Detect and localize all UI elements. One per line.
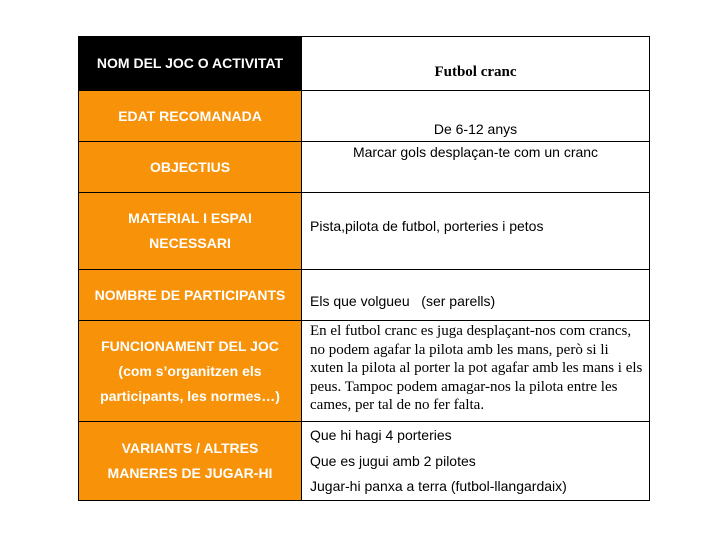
label-recommended-age xyxy=(79,91,302,142)
label-recommended-age-text: EDAT RECOMANADA xyxy=(118,107,262,124)
label-game-name xyxy=(79,37,302,91)
label-objectives-text: OBJECTIUS xyxy=(149,158,231,175)
label-participants xyxy=(79,270,302,321)
value-game-name xyxy=(302,37,650,91)
objectives-text: Marcar gols desplaçan-te com un cranc xyxy=(352,144,599,160)
label-how-to-play-line-1: FUNCIONAMENT DEL JOC xyxy=(101,337,279,354)
label-game-name-text: NOM DEL JOC O ACTIVITAT xyxy=(96,55,284,71)
value-variants xyxy=(302,422,650,501)
value-participants xyxy=(302,270,650,321)
value-how-to-play xyxy=(302,321,650,422)
row-objectives xyxy=(79,142,650,193)
game-sheet-table xyxy=(78,36,650,501)
variants-list xyxy=(302,422,649,500)
how-to-play-text: En el futbol cranc es juga desplaçant-nos com crancs, no podem agafar la pilota amb les mans, però si li xuten la pilota al porter la pot agafar amb les mans i els peus. Tampoc podem amagar-nos la pilota entre les cames, per tal de no fer falta. xyxy=(310,323,643,413)
participants-text: Els que volgueu (ser parells) xyxy=(310,293,496,309)
row-participants xyxy=(79,270,650,321)
variant-item: Jugar-hi panxa a terra (futbol-llangardaix) xyxy=(310,478,567,494)
row-material xyxy=(79,193,650,270)
material-text: Pista,pilota de futbol, porteries i petos xyxy=(310,218,544,234)
value-material xyxy=(302,193,650,270)
row-how-to-play xyxy=(79,321,650,422)
value-objectives xyxy=(302,142,650,193)
label-material xyxy=(79,193,302,270)
row-variants xyxy=(79,422,650,501)
value-recommended-age xyxy=(302,91,650,142)
label-variants-line-2: MANERES DE JUGAR-HI xyxy=(107,464,273,481)
label-variants-line-1: VARIANTS / ALTRES xyxy=(121,439,259,456)
label-material-line-1: MATERIAL I ESPAI xyxy=(128,210,252,226)
label-variants xyxy=(79,422,302,501)
label-how-to-play xyxy=(79,321,302,422)
label-objectives xyxy=(79,142,302,193)
label-material-line-2: NECESSARI xyxy=(149,235,231,251)
label-participants-text: NOMBRE DE PARTICIPANTS xyxy=(94,286,286,303)
row-game-name xyxy=(79,37,650,91)
recommended-age-text: De 6-12 anys xyxy=(433,121,518,137)
row-recommended-age xyxy=(79,91,650,142)
variant-item: Que hi hagi 4 porteries xyxy=(310,427,452,443)
game-name-text: Futbol cranc xyxy=(434,64,517,80)
label-how-to-play-line-3: participants, les normes…) xyxy=(100,387,280,404)
label-how-to-play-line-2: (com s’organitzen els xyxy=(118,362,262,379)
variant-item: Que es jugui amb 2 pilotes xyxy=(310,452,476,469)
